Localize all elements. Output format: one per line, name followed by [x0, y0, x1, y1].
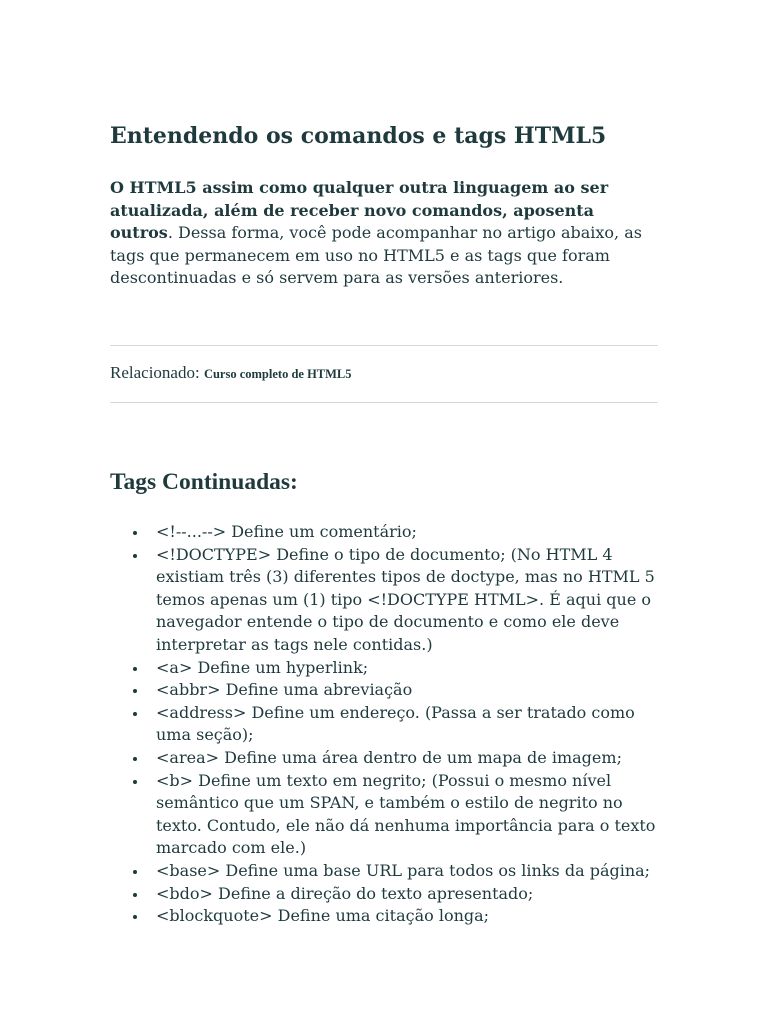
list-item-text: <b> Define um texto em negrito; (Possui o mesmo nível semântico que um SPAN, e também o estilo de negrito no texto. Contudo, ele não dá nenhuma importância para o texto marcado com ele.) [156, 770, 656, 858]
list-item [110, 905, 658, 928]
tag-list [110, 521, 658, 928]
list-item-text: <blockquote> Define uma citação longa; [156, 906, 490, 926]
list-item-text: <area> Define uma área dentro de um mapa de imagem; [156, 747, 622, 767]
list-item [110, 702, 658, 747]
bullet-icon [133, 667, 137, 671]
section-heading: Tags Continuadas: [110, 469, 298, 495]
bullet-icon [133, 870, 137, 874]
bullet-icon [133, 893, 137, 897]
bullet-icon [133, 531, 137, 535]
bullet-icon [133, 712, 137, 716]
related-label: Relacionado: [110, 363, 200, 382]
list-item [110, 860, 658, 883]
list-item [110, 679, 658, 702]
bullet-icon [133, 757, 137, 761]
divider-bottom [110, 402, 658, 403]
list-item [110, 657, 658, 680]
list-item-text: <address> Define um endereço. (Passa a ser tratado como uma seção); [156, 702, 635, 745]
related-line [110, 361, 352, 386]
intro-text: . Dessa forma, você pode acompanhar no artigo abaixo, as tags que permanecem em uso no HTML5 e as tags que foram descontinuadas e só servem para as versões anteriores. [110, 223, 642, 288]
list-item [110, 883, 658, 906]
list-item-text: <a> Define um hyperlink; [156, 657, 369, 677]
related-course-link[interactable]: Curso completo de HTML5 [203, 367, 352, 381]
list-item [110, 544, 658, 657]
list-item [110, 770, 658, 860]
list-item [110, 521, 658, 544]
list-item-text: <!--...--> Define um comentário; [156, 522, 417, 541]
list-item [110, 747, 658, 770]
intro-paragraph [110, 177, 662, 290]
divider-top [110, 345, 658, 346]
list-item-text: <bdo> Define a direção do texto apresentado; [156, 883, 534, 903]
article-title: Entendendo os comandos e tags HTML5 [110, 123, 607, 149]
list-item-text: <!DOCTYPE> Define o tipo de documento; (No HTML 4 existiam três (3) diferentes tipos de doctype, mas no HTML 5 temos apenas um (1) tipo <!DOCTYPE HTML>. É aqui que o navegador entende o tipo de documento e como ele deve interpretar as tags nele contidas.) [156, 544, 655, 654]
bullet-icon [133, 554, 137, 558]
bullet-icon [133, 780, 137, 784]
intro-bold-text: O HTML5 assim como qualquer outra linguagem ao ser atualizada, além de receber novo comandos, aposenta outros [110, 178, 609, 243]
bullet-icon [133, 915, 137, 919]
list-item-text: <base> Define uma base URL para todos os links da página; [156, 860, 651, 880]
list-item-text: <abbr> Define uma abreviação [156, 680, 413, 700]
bullet-icon [133, 689, 137, 693]
